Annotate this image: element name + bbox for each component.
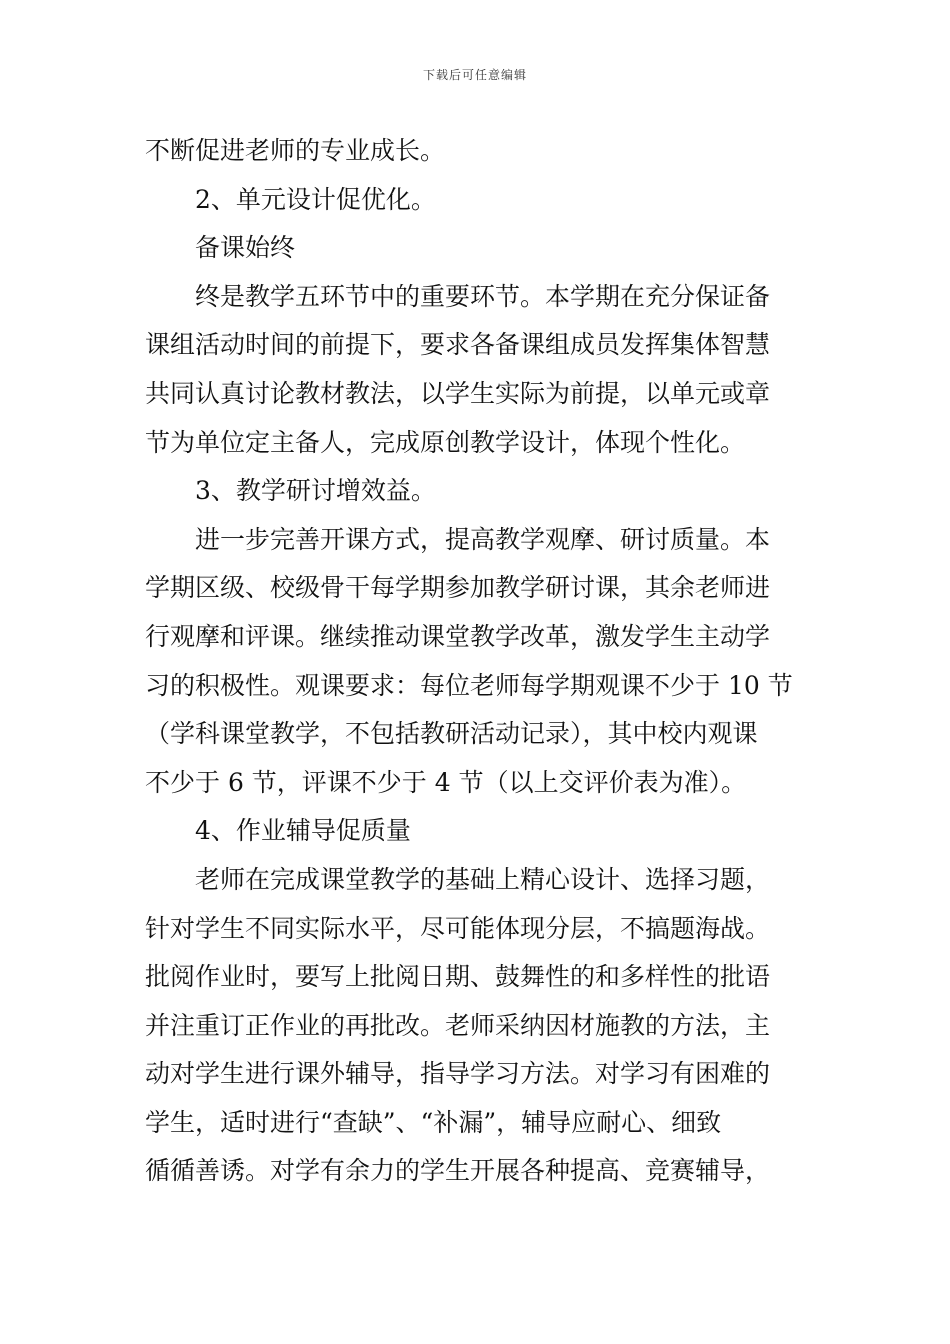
section-heading-4: 4、作业辅导促质量	[195, 816, 411, 846]
paragraph-line: 针对学生不同实际水平，尽可能体现分层，不搞题海战。	[145, 913, 771, 943]
paragraph-line: 习的积极性。观课要求：每位老师每学期观课不少于 10 节	[145, 670, 793, 700]
paragraph-line: 课组活动时间的前提下，要求各备课组成员发挥集体智慧	[145, 330, 771, 360]
paragraph-line: 备课始终	[195, 233, 296, 263]
paragraph-line: 节为单位定主备人，完成原创教学设计，体现个性化。	[145, 427, 746, 457]
paragraph-line: 并注重订正作业的再批改。老师采纳因材施教的方法，主	[145, 1010, 771, 1040]
paragraph-line: 循循善诱。对学有余力的学生开展各种提高、竞赛辅导，	[145, 1156, 771, 1186]
paragraph-line: 不少于 6 节，评课不少于 4 节（以上交评价表为准）。	[145, 767, 747, 797]
paragraph-line: 学期区级、校级骨干每学期参加教学研讨课，其余老师进	[145, 573, 771, 603]
paragraph-line: 行观摩和评课。继续推动课堂教学改革，激发学生主动学	[145, 621, 771, 651]
paragraph-line: 动对学生进行课外辅导，指导学习方法。对学习有困难的	[145, 1059, 771, 1089]
paragraph-line: 老师在完成课堂教学的基础上精心设计、选择习题，	[195, 864, 771, 894]
section-heading-2: 2、单元设计促优化。	[195, 184, 436, 214]
paragraph-line: 学生，适时进行“查缺”、“补漏”，辅导应耐心、细致	[145, 1107, 722, 1137]
paragraph-line: 批阅作业时，要写上批阅日期、鼓舞性的和多样性的批语	[145, 962, 771, 992]
paragraph-line: 进一步完善开课方式，提高教学观摩、研讨质量。本	[195, 524, 771, 554]
page-header-note: 下载后可任意编辑	[422, 68, 527, 82]
section-heading-3: 3、教学研讨增效益。	[195, 476, 436, 506]
paragraph-line: 共同认真讨论教材教法，以学生实际为前提，以单元或章	[145, 378, 771, 408]
document-body	[145, 127, 810, 1196]
paragraph-line: （学科课堂教学，不包括教研活动记录），其中校内观课	[145, 719, 758, 749]
paragraph-line: 终是教学五环节中的重要环节。本学期在充分保证备	[195, 281, 771, 311]
paragraph-line: 不断促进老师的专业成长。	[145, 136, 446, 165]
